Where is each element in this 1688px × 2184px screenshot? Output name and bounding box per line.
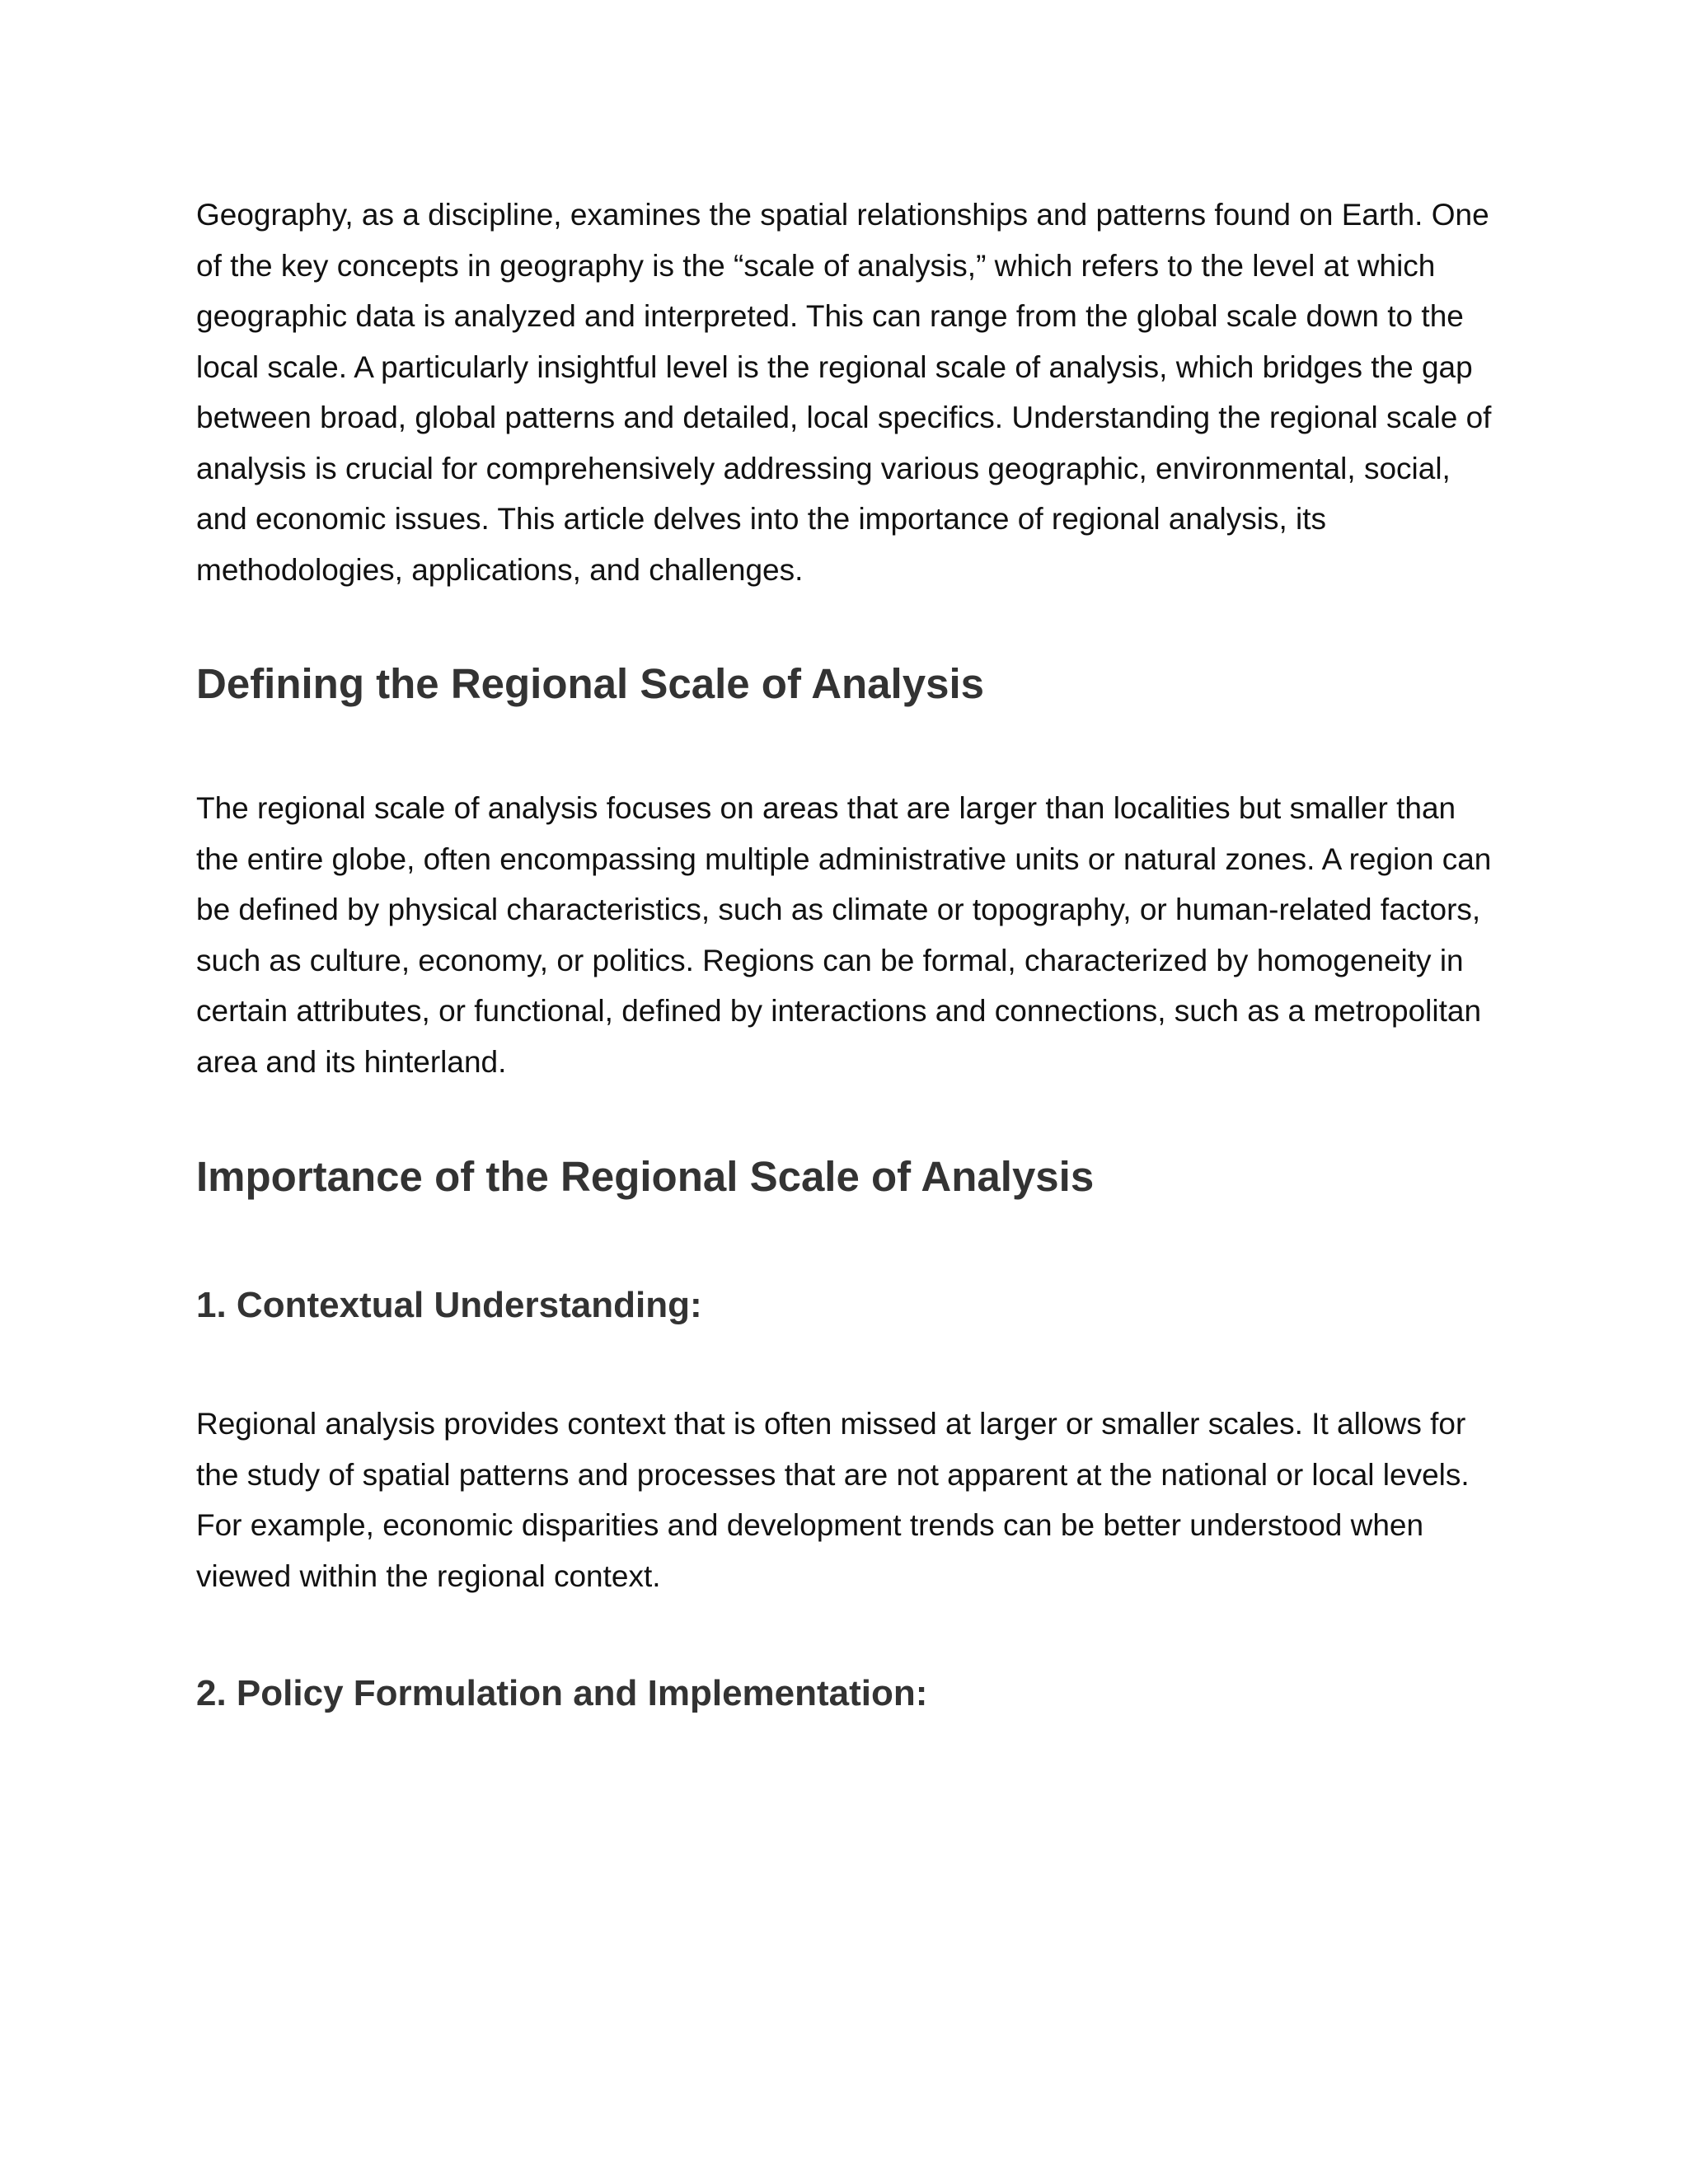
intro-paragraph: Geography, as a discipline, examines the spatial relationships and patterns found on Earth. One of the key concepts in geography is the “scale of analysis,” which refers to the level at which geographic data is analyzed and interpreted. This can range from the global scale down to the local scale. A particularly insightful level is the regional scale of analysis, which bridges the gap between broad, global patterns and detailed, local specifics. Understanding the regional scale of analysis is crucial for comprehensively addressing various geographic, environmental, social, and economic issues. This article delves into the importance of regional analysis, its methodologies, applications, and challenges.: [196, 198, 1492, 587]
defining-paragraph: The regional scale of analysis focuses on areas that are larger than localities but smaller than the entire globe, often encompassing multiple administrative units or natural zones. A region can be defined by physical characteristics, such as climate or topography, or human-related factors, such as culture, economy, or politics. Regions can be formal, characterized by homogeneity in certain attributes, or functional, defined by interactions and connections, such as a metropolitan area and its hinterland.: [196, 791, 1492, 1079]
heading-defining-regional-scale: Defining the Regional Scale of Analysis: [196, 660, 984, 707]
contextual-understanding-paragraph: Regional analysis provides context that is often missed at larger or smaller scales. It allows for the study of spatial patterns and processes that are not apparent at the national or local levels. For example, economic disparities and development trends can be better understood when viewed within the regional context.: [196, 1407, 1470, 1593]
subheading-policy-formulation: 2. Policy Formulation and Implementation:: [196, 1673, 928, 1713]
subheading-contextual-understanding: 1. Contextual Understanding:: [196, 1285, 702, 1325]
heading-importance-regional-scale: Importance of the Regional Scale of Analysis: [196, 1153, 1095, 1200]
